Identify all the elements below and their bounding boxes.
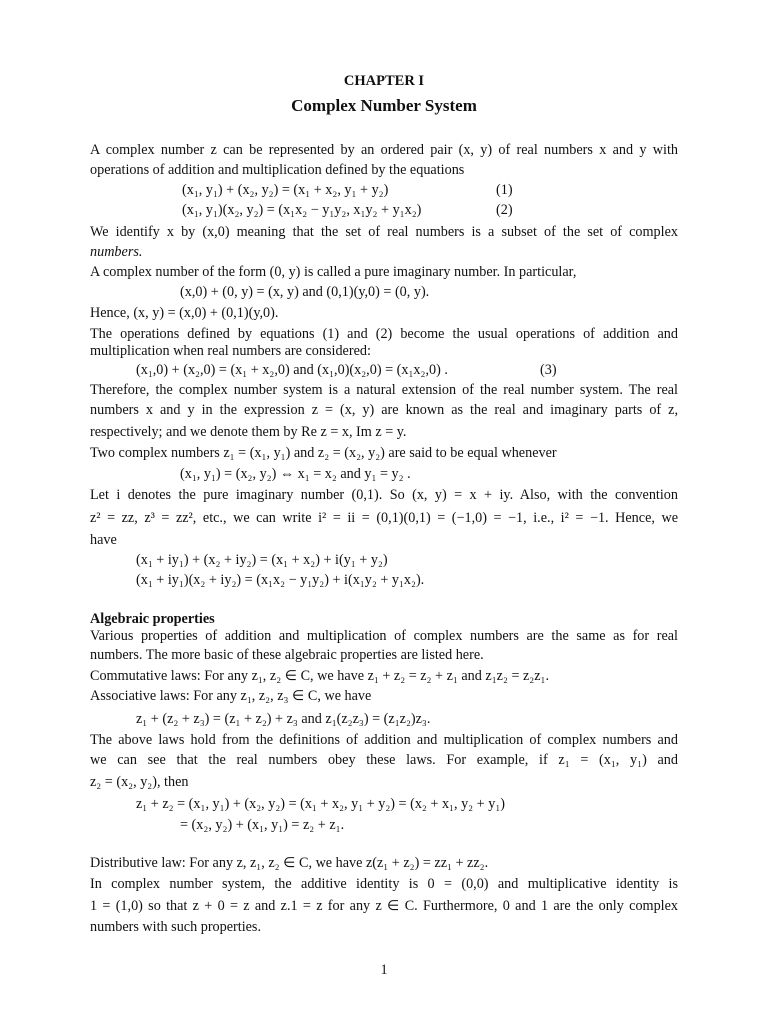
text-line: (x₁ + iy₁) + (x₂ + iy₂) = (x₁ + x₂) + i(y₁ + y₂) [136, 552, 388, 568]
text-line: Commutative laws: For any z₁, z₂ ∈ C, we have z₁ + z₂ = z₂ + z₁ and z₁z₂ = z₂z₁. [90, 668, 550, 684]
text-line: = (x₂, y₂) + (x₁, y₁) = z₂ + z₁. [180, 817, 345, 833]
text-line: numbers x and y in the expression z = (x, y) are known as the real and imaginary parts of z, [90, 402, 678, 418]
text-line: Distributive law: For any z, z₁, z₂ ∈ C, we have z(z₁ + z₂) = zz₁ + zz₂. [90, 855, 489, 871]
text-line: Algebraic properties [90, 611, 215, 627]
text-line: multiplication when real numbers are considered: [90, 343, 371, 359]
equation-number: (1) [496, 182, 513, 198]
text-line: respectively; and we denote them by Re z = x, Im z = y. [90, 424, 407, 440]
text-line: operations of addition and multiplication defined by the equations [90, 162, 465, 178]
text-line: (x,0) + (0, y) = (x, y) and (0,1)(y,0) = (0, y). [180, 284, 430, 300]
text-line: Let i denotes the pure imaginary number (0,1). So (x, y) = x + iy. Also, with the convention [90, 487, 678, 503]
text-line: we can see that the real numbers obey these laws. For example, if z₁ = (x₁, y₁) and [90, 752, 678, 768]
text-line: (x₁, y₁) + (x₂, y₂) = (x₁ + x₂, y₁ + y₂) [182, 182, 389, 198]
text-line: Therefore, the complex number system is a natural extension of the real number system. The real [90, 382, 678, 398]
text-line: In complex number system, the additive identity is 0 = (0,0) and multiplicative identity is [90, 876, 678, 892]
equation-number: (3) [540, 362, 557, 378]
text-line: (x₁, y₁) = (x₂, y₂) ⇔ x₁ = x₂ and y₁ = y₂ . [180, 466, 411, 482]
text-line: (x₁ + iy₁)(x₂ + iy₂) = (x₁x₂ − y₁y₂) + i(x₁y₂ + y₁x₂). [136, 572, 425, 588]
text-line: Various properties of addition and multiplication of complex numbers are the same as for real [90, 628, 678, 644]
text-line: z₁ + z₂ = (x₁, y₁) + (x₂, y₂) = (x₁ + x₂, y₁ + y₂) = (x₂ + x₁, y₂ + y₁) [136, 796, 505, 812]
chapter-label: CHAPTER I [343, 73, 425, 89]
text-line: (x₁,0) + (x₂,0) = (x₁ + x₂,0) and (x₁,0)(x₂,0) = (x₁x₂,0) . [136, 362, 448, 378]
text-line: numbers. [90, 244, 143, 260]
text-line: Associative laws: For any z₁, z₂, z₃ ∈ C, we have [90, 688, 372, 704]
text-line: A complex number z can be represented by an ordered pair (x, y) of real numbers x and y with [90, 142, 678, 158]
text-line: have [90, 532, 117, 548]
text-line: z² = zz, z³ = zz², etc., we can write i² = ii = (0,1)(0,1) = (−1,0) = −1, i.e., i² = −1. Hence, we [90, 510, 678, 526]
text-line: (x₁, y₁)(x₂, y₂) = (x₁x₂ − y₁y₂, x₁y₂ + y₁x₂) [182, 202, 422, 218]
text-line: 1 = (1,0) so that z + 0 = z and z.1 = z for any z ∈ C. Furthermore, 0 and 1 are the only complex [90, 898, 678, 914]
text-line: z₁ + (z₂ + z₃) = (z₁ + z₂) + z₃ and z₁(z₂z₃) = (z₁z₂)z₃. [136, 711, 431, 727]
page-number: 1 [380, 962, 388, 978]
text-line: The operations defined by equations (1) and (2) become the usual operations of addition and [90, 326, 678, 342]
chapter-title: Complex Number System [291, 96, 477, 115]
text-line: A complex number of the form (0, y) is called a pure imaginary number. In particular, [90, 264, 577, 280]
text-line: The above laws hold from the definitions of addition and multiplication of complex numbers and [90, 732, 678, 748]
text-line: Two complex numbers z₁ = (x₁, y₁) and z₂ = (x₂, y₂) are said to be equal whenever [90, 445, 557, 461]
text-line: numbers. The more basic of these algebraic properties are listed here. [90, 647, 484, 663]
text-line: We identify x by (x,0) meaning that the set of real numbers is a subset of the set of complex [90, 224, 678, 240]
text-line: z₂ = (x₂, y₂), then [90, 774, 189, 790]
equation-number: (2) [496, 202, 513, 218]
text-line: numbers with such properties. [90, 919, 262, 935]
text-line: Hence, (x, y) = (x,0) + (0,1)(y,0). [90, 305, 279, 321]
